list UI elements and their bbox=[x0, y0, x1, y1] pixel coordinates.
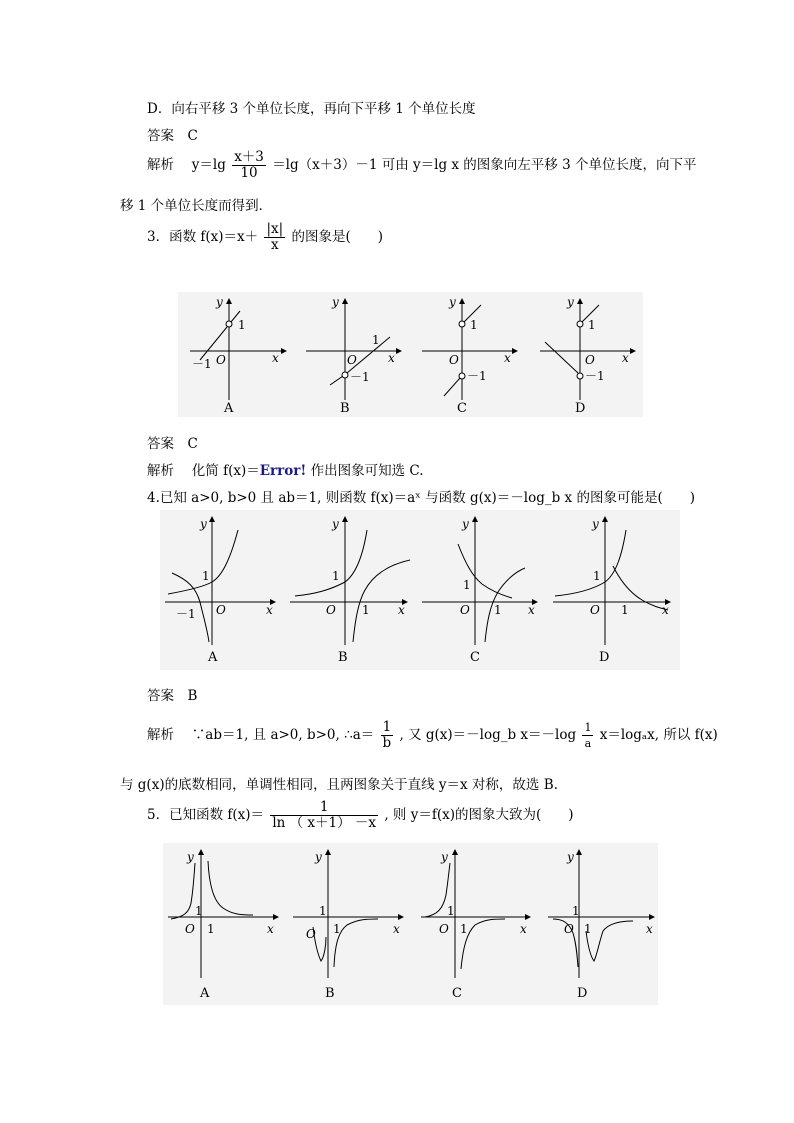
tick-label: －1 bbox=[350, 370, 370, 384]
origin-label: O bbox=[585, 353, 595, 367]
y-label: y bbox=[332, 517, 339, 531]
fraction-den: x bbox=[270, 237, 279, 253]
option-b-caption: B bbox=[325, 986, 335, 1001]
origin-label: O bbox=[326, 603, 336, 617]
x-label: x bbox=[504, 351, 511, 365]
error-marker: Error! bbox=[259, 463, 307, 479]
q5-figure bbox=[163, 843, 658, 1005]
analysis-text: , 又 g(x)＝－log_b x＝－log bbox=[399, 727, 577, 743]
q5-stem-a: 5．已知函数 f(x)＝ bbox=[147, 807, 265, 823]
x-label: x bbox=[662, 603, 669, 617]
q3-analysis bbox=[147, 459, 424, 479]
fraction-den: a bbox=[584, 737, 592, 750]
tick-label: 1 bbox=[460, 922, 468, 936]
y-label: y bbox=[449, 295, 456, 309]
fraction-num: 1 bbox=[381, 720, 394, 736]
q4-answer: 答案 B bbox=[147, 688, 198, 704]
tick-label: －1 bbox=[192, 357, 212, 371]
option-a-caption: A bbox=[224, 401, 234, 416]
x-label: x bbox=[267, 922, 274, 936]
fraction-den: b bbox=[382, 735, 392, 751]
option-b-caption: B bbox=[338, 650, 348, 665]
analysis-text: ∵ab＝1, 且 a>0, b>0, ∴a＝ bbox=[191, 727, 375, 743]
q5-stem-b: , 则 y＝f(x)的图象大致为( ) bbox=[384, 807, 574, 823]
option-d-caption: D bbox=[575, 401, 586, 416]
tick-label: 1 bbox=[593, 569, 601, 583]
y-label: y bbox=[567, 295, 574, 309]
q5-graph-d bbox=[548, 849, 655, 1001]
origin-label: O bbox=[439, 922, 449, 936]
origin-label: O bbox=[449, 353, 459, 367]
tick-label: 1 bbox=[332, 569, 340, 583]
analysis-label: 解析 bbox=[147, 463, 174, 479]
origin-label: O bbox=[564, 922, 574, 936]
q4-figure bbox=[160, 510, 680, 670]
option-c-caption: C bbox=[457, 401, 467, 416]
q3-graph-d bbox=[540, 295, 636, 416]
fraction bbox=[232, 150, 266, 181]
option-c-caption: C bbox=[470, 650, 480, 665]
y-label: y bbox=[567, 850, 574, 864]
x-label: x bbox=[622, 351, 629, 365]
q4-graph-b bbox=[290, 516, 410, 665]
q3-graph-c bbox=[422, 295, 518, 416]
q4-analysis bbox=[147, 720, 718, 751]
tick-label: 1 bbox=[319, 904, 327, 918]
q3-stem bbox=[147, 222, 383, 253]
y-label: y bbox=[441, 850, 448, 864]
fraction bbox=[264, 222, 285, 253]
fraction-num: |x| bbox=[266, 221, 284, 237]
tick-label: －1 bbox=[467, 369, 487, 383]
y-label: y bbox=[187, 850, 194, 864]
fraction bbox=[381, 720, 394, 751]
tick-label: 1 bbox=[202, 569, 210, 583]
q2-analysis-cont: 移 1 个单位长度而得到． bbox=[120, 198, 273, 214]
tick-label: 1 bbox=[372, 333, 380, 347]
tick-label: 1 bbox=[463, 578, 471, 592]
q4-graph-d bbox=[553, 516, 671, 665]
fraction-num: x＋3 bbox=[234, 149, 264, 165]
y-label: y bbox=[216, 295, 223, 309]
q5-graph-b bbox=[293, 849, 404, 1001]
q4-stem: 4.已知 a>0, b>0 且 ab＝1, 则函数 f(x)＝aˣ 与函数 g(x)＝－log_b x 的图象可能是( ) bbox=[147, 490, 695, 506]
q3-answer: 答案 C bbox=[147, 436, 198, 452]
tick-label: 1 bbox=[238, 318, 246, 332]
q2-analysis bbox=[147, 150, 696, 181]
origin-label: O bbox=[460, 603, 470, 617]
option-b-caption: B bbox=[340, 401, 350, 416]
option-a-caption: A bbox=[200, 986, 210, 1001]
option-d-caption: D bbox=[599, 650, 610, 665]
q5-graph-c bbox=[421, 849, 531, 1001]
analysis-label: 解析 bbox=[147, 157, 174, 173]
y-label: y bbox=[592, 517, 599, 531]
q5-graph-a bbox=[168, 849, 279, 1001]
tick-label: －1 bbox=[176, 607, 196, 621]
y-label: y bbox=[200, 517, 207, 531]
option-d-caption: D bbox=[577, 986, 588, 1001]
fraction-num: 1 bbox=[270, 800, 378, 816]
x-label: x bbox=[266, 603, 273, 617]
tick-label: 1 bbox=[494, 603, 502, 617]
analysis-text: 作出图象可知选 C. bbox=[306, 463, 424, 479]
analysis-text: x＝logₐx, 所以 f(x) bbox=[599, 727, 718, 743]
y-eq: y＝lg bbox=[191, 157, 226, 173]
q3-stem-b: 的图象是( ) bbox=[291, 229, 383, 245]
fraction bbox=[270, 800, 378, 831]
origin-label: O bbox=[347, 353, 357, 367]
origin-label: O bbox=[306, 927, 316, 941]
analysis-label: 解析 bbox=[147, 727, 174, 743]
tick-label: 1 bbox=[588, 318, 596, 332]
origin-label: O bbox=[216, 353, 226, 367]
x-label: x bbox=[393, 922, 400, 936]
q3-graph-a bbox=[190, 295, 287, 416]
analysis-text: 化简 f(x)＝ bbox=[191, 463, 260, 479]
x-label: x bbox=[520, 922, 527, 936]
y-label: y bbox=[315, 850, 322, 864]
q4-graph-a bbox=[165, 516, 276, 665]
x-label: x bbox=[398, 603, 405, 617]
x-label: x bbox=[528, 603, 535, 617]
q2-option-d: D．向右平移 3 个单位长度，再向下平移 1 个单位长度 bbox=[147, 101, 476, 117]
y-label: y bbox=[332, 295, 339, 309]
tick-label: 1 bbox=[333, 922, 341, 936]
x-label: x bbox=[388, 351, 395, 365]
tick-label: 1 bbox=[195, 904, 203, 918]
tick-label: 1 bbox=[470, 318, 478, 332]
q3-figure bbox=[178, 292, 643, 417]
analysis-text: ＝lg（x＋3）－1 可由 y＝lg x 的图象向左平移 3 个单位长度，向下平 bbox=[272, 157, 697, 173]
q3-graph-b bbox=[306, 295, 402, 416]
fraction-num: 1 bbox=[584, 721, 592, 734]
option-c-caption: C bbox=[452, 986, 462, 1001]
q5-stem bbox=[147, 800, 574, 831]
fraction-den: ln （ x＋1） －x bbox=[272, 815, 377, 831]
tick-label: 1 bbox=[584, 922, 592, 936]
q4-analysis-cont: 与 g(x)的底数相同，单调性相同，且两图象关于直线 y＝x 对称，故选 B. bbox=[120, 777, 558, 793]
tick-label: 1 bbox=[207, 922, 215, 936]
q4-graph-c bbox=[422, 516, 538, 665]
fraction-den: 10 bbox=[240, 165, 258, 181]
tick-label: 1 bbox=[362, 603, 370, 617]
y-label: y bbox=[462, 517, 469, 531]
tick-label: －1 bbox=[585, 369, 605, 383]
option-a-caption: A bbox=[208, 650, 218, 665]
origin-label: O bbox=[216, 603, 226, 617]
origin-label: O bbox=[590, 603, 600, 617]
q3-stem-a: 3．函数 f(x)＝x＋ bbox=[147, 229, 259, 245]
tick-label: 1 bbox=[621, 603, 629, 617]
q2-answer: 答案 C bbox=[147, 128, 198, 144]
tick-label: 1 bbox=[572, 904, 580, 918]
x-label: x bbox=[646, 922, 653, 936]
x-label: x bbox=[272, 351, 279, 365]
origin-label: O bbox=[185, 922, 195, 936]
fraction bbox=[582, 720, 593, 751]
tick-label: 1 bbox=[447, 904, 455, 918]
